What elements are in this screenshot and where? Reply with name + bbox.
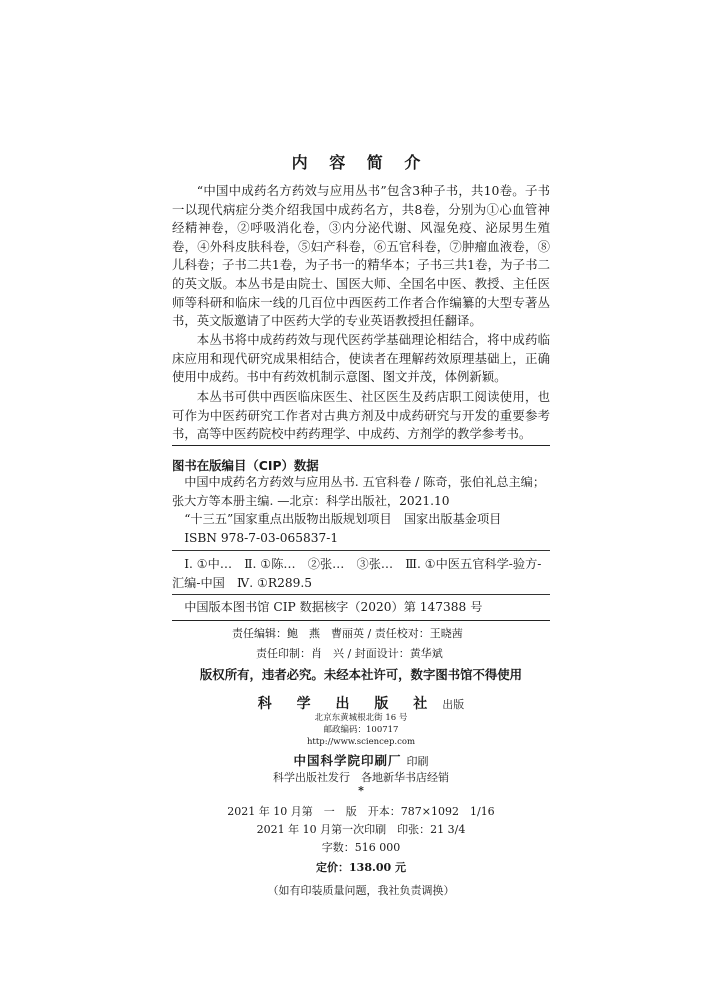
cip-bibliographic-entry: 中国中成药名方药效与应用丛书. 五官科卷 / 陈奇，张伯礼总主编；张大方等本册主编. —北京：科学出版社，2021.10 [172,475,546,508]
cip-heading: 图书在版编目（CIP）数据 [172,458,319,473]
cip-record-number: 中国版本图书馆 CIP 数据核字（2020）第 147388 号 [184,600,483,614]
intro-paragraph-3: 本丛书可供中西医临床医生、社区医生及药店职工阅读使用，也可作为中医药研究工作者对古典方剂及中成药研究与开发的重要参考书，高等中医药院校中药药理学、中成药、方剂学的教学参考书。 [172,389,550,442]
credits-production: 责任印制：肖 兴 / 封面设计：黄华斌 [256,647,443,660]
edition-line-2: 2021 年 10 月第一次印刷 印张：21 3/4 [256,823,466,836]
separator-star: * [358,784,364,797]
publisher-suffix: 出版 [442,698,465,711]
publisher-name: 科 学 出 版 社 [257,696,438,712]
cip-top-rule [172,445,550,446]
price-label: 定价： [316,861,350,874]
printer-name: 中国科学院印刷厂 [293,753,402,768]
intro-paragraph-1: “中国中成药名方药效与应用丛书”包含3种子书，共10卷。子书一以现代病症分类介绍我国中成药名方，共8卷，分别为①心血管神经精神卷，②呼吸消化卷，③内分泌代谢、风湿免疫、泌尿男生殖卷，④外科皮肤科卷，⑤妇产科卷，⑥五官科卷，⑦肿瘤血液卷，⑧儿科卷；子书二共1卷，为子书一的精华本；子书三共1卷，为子书二的英文版。本丛书是由院士、国医大师、全国名中医、教授、主任医师等科研和临床一线的几百位中西医药工作者合作编纂的大型专著丛书，英文版邀请了中医药大学的专业英语教授担任翻译。 [172,183,550,329]
edition-line-1: 2021 年 10 月第 一 版 开本：787×1092 1/16 [227,805,495,818]
cip-lower-rule [172,594,550,595]
copyright-notice: 版权所有，违者必究。未经本社许可，数字图书馆不得使用 [199,667,523,682]
cip-mid-rule [172,550,550,551]
quality-notice: （如有印装质量问题，我社负责调换） [267,884,455,897]
cip-isbn: ISBN 978-7-03-065837-1 [184,531,339,545]
publisher-postcode: 邮政编码：100717 [323,725,399,735]
price-line [172,859,550,875]
publisher-address: 北京东黄城根北街 16 号 [314,713,408,723]
printer-line [172,750,550,769]
word-count: 字数：516 000 [321,841,401,854]
cip-project-note: “十三五”国家重点出版物出版规划项目 国家出版基金项目 [184,512,502,526]
credits-editors: 责任编辑：鲍 燕 曹丽英 / 责任校对：王晓茜 [232,627,463,640]
intro-paragraph-2: 本丛书将中成药药效与现代医药学基础理论相结合，将中成药临床应用和现代研究成果相结合，使读者在理解药效原理基础上，正确使用中成药。书中有药效机制示意图、图文并茂，体例新颖。 [172,332,550,385]
cip-bottom-rule [172,620,550,621]
printer-suffix: 印刷 [406,755,429,768]
cip-classification: Ⅰ. ①中… Ⅱ. ①陈… ②张… ③张… Ⅲ. ①中医五官科学-验方-汇编-中国 Ⅳ. ①R289.5 [172,557,542,590]
publisher-url: http://www.sciencep.com [306,737,416,747]
publisher-line [172,693,550,713]
page-title: 内 容 简 介 [291,153,429,172]
price-value: 138.00 元 [349,861,406,874]
distribution-line: 科学出版社发行 各地新华书店经销 [273,771,449,784]
